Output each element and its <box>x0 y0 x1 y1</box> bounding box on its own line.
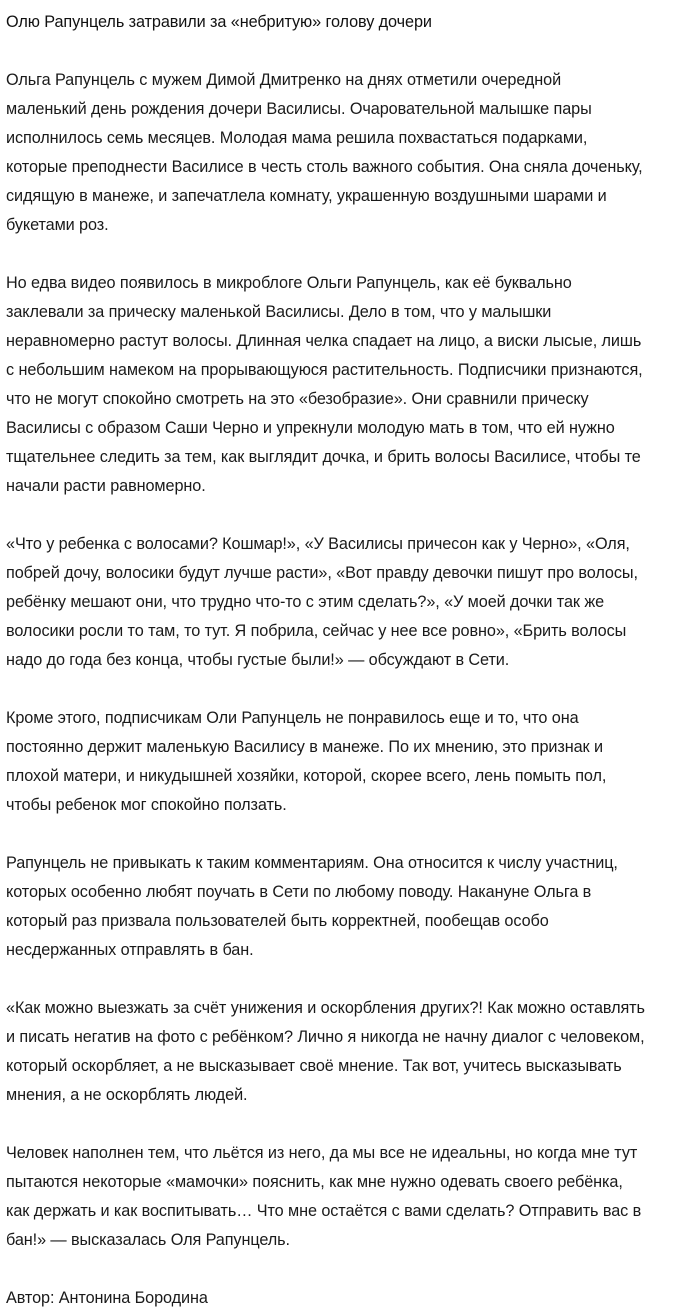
article-paragraph: Человек наполнен тем, что льётся из него, да мы все не идеальны, но когда мне тут пытаются некоторые «мамочки» пояснить, как мне нужно одевать своего ребёнка, как держать и как воспитывать… Что мне остаётся с вами сделать? Отправить вас в бан!» — высказалась Оля Рапунцель. <box>6 1144 642 1249</box>
article-paragraph: «Что у ребенка с волосами? Кошмар!», «У Василисы причесон как у Черно», «Оля, побрей дочу, волосики будут лучше расти», «Вот правду девочки пишут про волосы, ребёнку мешают они, что трудно что-то с этим сделать?», «У моей дочки так же волосики росли то там, то тут. Я побрила, сейчас у нее все ровно», «Брить волосы надо до года без конца, чтобы густые были!» — обсуждают в Сети. <box>6 535 638 669</box>
article-paragraph: Рапунцель не привыкать к таким комментариям. Она относится к числу участниц, которых особенно любят поучать в Сети по любому поводу. Накануне Ольга в который раз призвала пользователей быть корректней, пообещав особо несдержанных отправлять в бан. <box>6 854 618 959</box>
page-title: Олю Рапунцель затравили за «небритую» голову дочери <box>6 13 432 31</box>
article-paragraph: Но едва видео появилось в микроблоге Ольги Рапунцель, как её буквально заклевали за прическу маленькой Василисы. Дело в том, что у малышки неравномерно растут волосы. Длинная челка спадает на лицо, а виски лысые, лишь с небольшим намеком на прорывающуюся растительность. Подписчики признаются, что не могут спокойно смотреть на это «безобразие». Они сравнили прическу Василисы с образом Саши Черно и упрекнули молодую мать в том, что ей нужно тщательнее следить за тем, как выглядит дочка, и брить волосы Василисе, чтобы те начали расти равномерно. <box>6 274 643 495</box>
article-paragraph: «Как можно выезжать за счёт унижения и оскорбления других?! Как можно оставлять и писать негатив на фото с ребёнком? Лично я никогда не начну диалог с человеком, который оскорбляет, а не высказывает своё мнение. Так вот, учитесь высказывать мнения, а не оскорблять людей. <box>6 999 645 1104</box>
article-paragraph: Ольга Рапунцель с мужем Димой Дмитренко на днях отметили очередной маленький день рождения дочери Василисы. Очаровательной малышке пары исполнилось семь месяцев. Молодая мама решила похвастаться подарками, которые преподнести Василисе в честь столь важного события. Она сняла доченьку, сидящую в манеже, и запечатлела комнату, украшенную воздушными шарами и букетами роз. <box>6 71 643 234</box>
article-byline: Автор: Антонина Бородина <box>6 1289 208 1307</box>
article-paragraph: Кроме этого, подписчикам Оли Рапунцель не понравилось еще и то, что она постоянно держит маленькую Василису в манеже. По их мнению, это признак и плохой матери, и никудышней хозяйки, которой, скорее всего, лень помыть пол, чтобы ребенок мог спокойно ползать. <box>6 709 607 814</box>
